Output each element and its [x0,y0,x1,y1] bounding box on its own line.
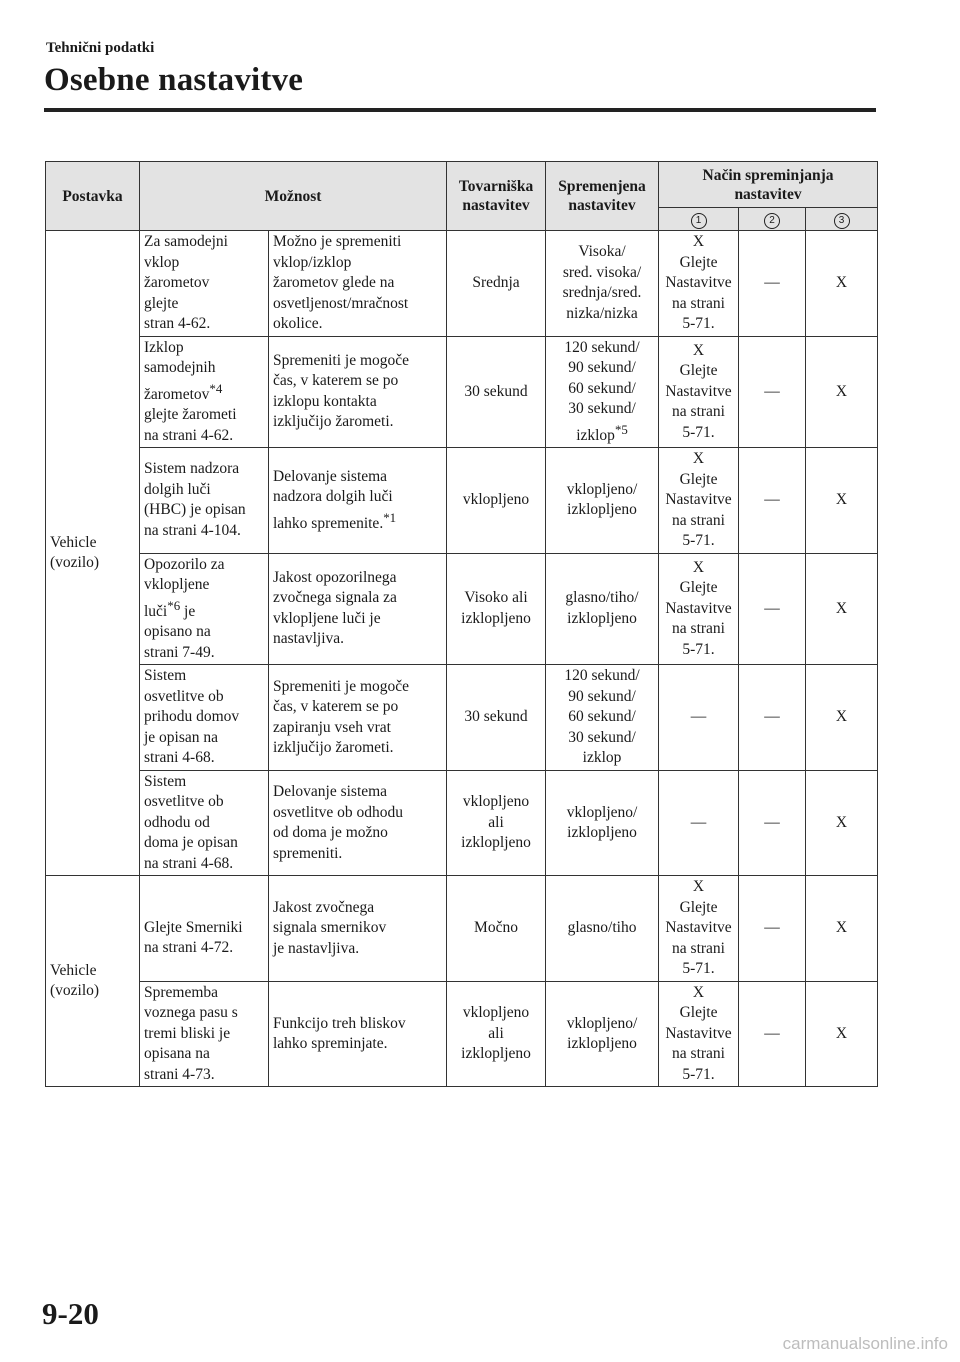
cell-description: Spremeniti je mogoče čas, v katerem se po izklopu kontakta izključijo žarometi. [269,336,447,448]
cell-option: Sistem osvetlitve ob prihodu domov je opisan na strani 4-68. [140,665,269,771]
circled-1-icon: 1 [691,213,707,229]
cell-method-3: X [806,665,878,771]
cell-method-1: — [659,665,739,771]
cell-method-2: — [739,770,806,876]
cell-description: Funkcijo treh bliskov lahko spreminjate. [269,981,447,1087]
section-label: Tehnični podatki [46,40,155,56]
cell-method-3: X [806,876,878,982]
cell-method-2: — [739,665,806,771]
cell-method-1: — [659,770,739,876]
cell-method-3: X [806,981,878,1087]
cell-description: Delovanje sistema nadzora dolgih luči lahko spremenite.$^{*1}$ [269,448,447,554]
cell-method-1: X Glejte Nastavitve na strani 5-71. [659,448,739,554]
header-method: Način spreminjanja nastavitev [659,162,878,208]
cell-factory: Visoko ali izklopljeno [447,553,546,665]
cell-factory: Močno [447,876,546,982]
cell-method-2: — [739,231,806,337]
header-method-2 [739,208,806,231]
cell-description: Jakost zvočnega signala smernikov je nastavljiva. [269,876,447,982]
table-row [46,876,878,982]
table-row [46,336,878,448]
header-method-3 [806,208,878,231]
table-row [46,665,878,771]
cell-description: Spremeniti je mogoče čas, v katerem se po zapiranju vseh vrat izključijo žarometi. [269,665,447,771]
cell-method-1: X Glejte Nastavitve na strani 5-71. [659,981,739,1087]
cell-changed: 120 sekund/ 90 sekund/ 60 sekund/ 30 sekund/ izklop$^{*5}$ [546,336,659,448]
circled-2-icon: 2 [764,213,780,229]
table-row [46,231,878,337]
settings-table [45,161,878,1087]
cell-description: Možno je spremeniti vklop/izklop žarometov glede na osvetljenost/mračnost okolice. [269,231,447,337]
circled-3-icon: 3 [834,213,850,229]
table-row [46,981,878,1087]
cell-method-2: — [739,336,806,448]
cell-factory: 30 sekund [447,336,546,448]
header-factory: Tovarniška nastavitev [447,162,546,231]
header-option: Možnost [140,162,447,231]
cell-description: Delovanje sistema osvetlitve ob odhodu od doma je možno spremeniti. [269,770,447,876]
group-vehicle-1: Vehicle (vozilo) [46,231,140,876]
cell-method-3: X [806,336,878,448]
cell-method-1: X Glejte Nastavitve na strani 5-71. [659,231,739,337]
cell-method-1: X Glejte Nastavitve na strani 5-71. [659,876,739,982]
cell-method-2: — [739,553,806,665]
cell-method-2: — [739,448,806,554]
cell-changed: 120 sekund/ 90 sekund/ 60 sekund/ 30 sekund/ izklop [546,665,659,771]
title-rule [44,108,876,112]
cell-option: Glejte Smerniki na strani 4-72. [140,876,269,982]
cell-method-3: X [806,553,878,665]
page-number: 9-20 [42,1296,99,1331]
cell-changed: Visoka/ sred. visoka/ srednja/sred. nizka/nizka [546,231,659,337]
cell-method-3: X [806,770,878,876]
cell-option: Sistem nadzora dolgih luči (HBC) je opisan na strani 4-104. [140,448,269,554]
page-title: Osebne nastavitve [44,62,304,98]
table-row [46,770,878,876]
cell-changed: vklopljeno/ izklopljeno [546,770,659,876]
cell-method-3: X [806,231,878,337]
cell-option: Sprememba voznega pasu s tremi bliski je opisana na strani 4-73. [140,981,269,1087]
cell-option: Za samodejni vklop žarometov glejte stran 4-62. [140,231,269,337]
cell-changed: vklopljeno/ izklopljeno [546,981,659,1087]
cell-changed: vklopljeno/ izklopljeno [546,448,659,554]
cell-changed: glasno/tiho/ izklopljeno [546,553,659,665]
cell-changed: glasno/tiho [546,876,659,982]
cell-option: Opozorilo za vklopljene luči$^{*6}$ je opisano na strani 7-49. [140,553,269,665]
cell-method-2: — [739,876,806,982]
cell-factory: Srednja [447,231,546,337]
table-row [46,553,878,665]
cell-factory: 30 sekund [447,665,546,771]
cell-factory: vklopljeno ali izklopljeno [447,981,546,1087]
header-method-1 [659,208,739,231]
group-vehicle-2: Vehicle (vozilo) [46,876,140,1087]
watermark: carmanualsonline.info [782,1334,948,1353]
cell-factory: vklopljeno [447,448,546,554]
cell-option: Sistem osvetlitve ob odhodu od doma je opisan na strani 4-68. [140,770,269,876]
header-changed: Spremenjena nastavitev [546,162,659,231]
header-item: Postavka [46,162,140,231]
table-row [46,448,878,554]
cell-method-3: X [806,448,878,554]
cell-method-2: — [739,981,806,1087]
cell-option: Izklop samodejnih žarometov$^{*4}$ glejte žarometi na strani 4-62. [140,336,269,448]
cell-method-1: X Glejte Nastavitve na strani 5-71. [659,336,739,448]
cell-factory: vklopljeno ali izklopljeno [447,770,546,876]
cell-method-1: X Glejte Nastavitve na strani 5-71. [659,553,739,665]
cell-description: Jakost opozorilnega zvočnega signala za vklopljene luči je nastavljiva. [269,553,447,665]
